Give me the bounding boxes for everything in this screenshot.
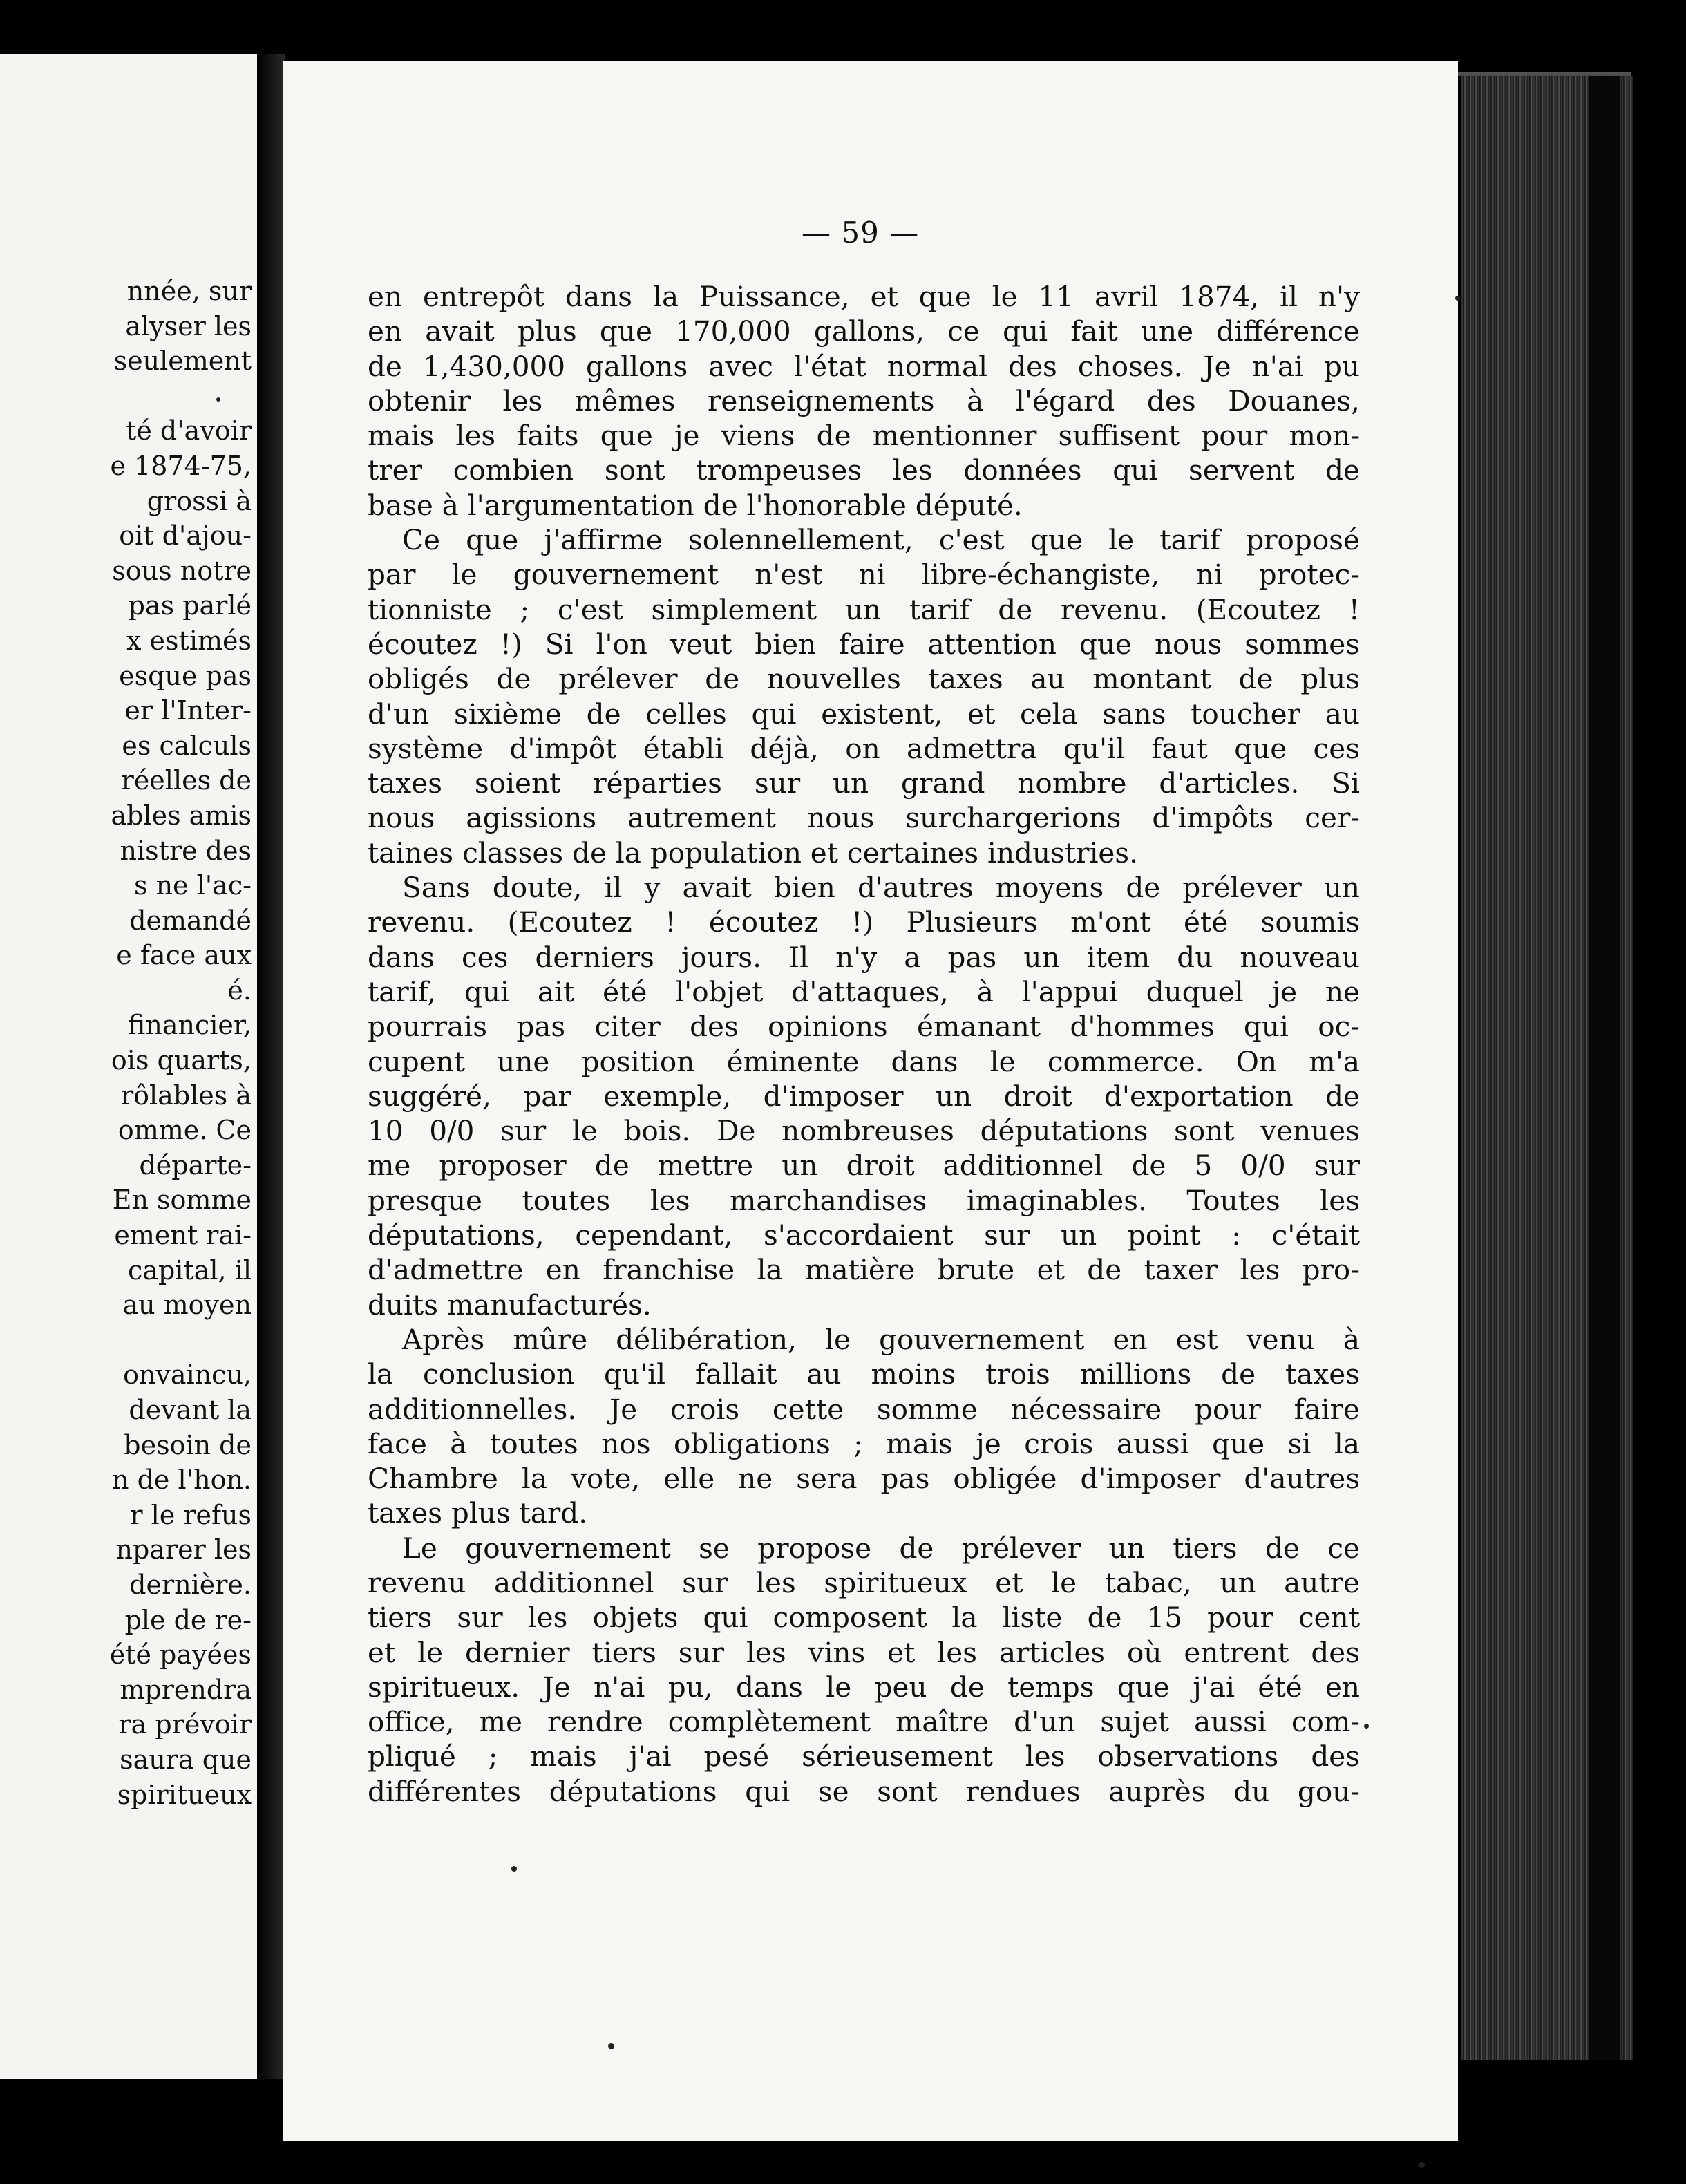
text-line: 10 0/0 sur le bois. De nombreuses députations sont venues [368,1114,1360,1148]
text-line: mais les faits que je viens de mentionner suffisent pour mon- [368,419,1360,453]
left-text-line: été payées [109,1639,252,1670]
left-text-line: départe- [139,1149,252,1180]
left-text-line: onvaincu, [123,1359,252,1391]
text-line: additionnelles. Je crois cette somme nécessaire pour faire [368,1392,1360,1426]
left-text-line: esque pas [119,660,252,691]
left-text-line: saura que [120,1744,252,1775]
left-page-fragment [0,54,259,2079]
text-line: tionniste ; c'est simplement un tarif de revenu. (Ecoutez ! [368,592,1360,626]
text-line: Chambre la vote, elle ne sera pas obligée d'imposer d'autres [368,1462,1360,1496]
text-line: revenu additionnel sur les spiritueux et le tabac, un autre [368,1565,1360,1599]
text-line: spiritueux. Je n'ai pu, dans le peu de temps que j'ai été en [368,1670,1360,1704]
left-text-line: nnée, sur [126,276,252,306]
left-text-line: er l'Inter- [124,695,252,726]
text-line: et le dernier tiers sur les vins et les articles où entrent des [368,1635,1360,1669]
left-text-line: n de l'hon. [112,1465,252,1496]
text-line: pourrais pas citer des opinions émanant d'hommes qui oc- [368,1010,1360,1044]
left-page-text [0,274,252,1812]
left-text-line: té d'avoir [126,415,252,446]
text-line: me proposer de mettre un droit additionnel de 5 0/0 sur [368,1149,1360,1183]
left-text-line: devant la [129,1395,252,1425]
left-text-line: r le refus [130,1499,252,1530]
text-line: en avait plus que 170,000 gallons, ce qui fait une différence [368,314,1360,348]
left-text-line: au moyen [122,1290,252,1321]
left-text-line: ra prévoir [118,1709,252,1740]
speck [608,2043,614,2049]
text-line: écoutez !) Si l'on veut bien faire attention que nous sommes [368,627,1360,661]
text-line: tiers sur les objets qui composent la liste de 15 pour cent [368,1601,1360,1635]
text-line: d'admettre en franchise la matière brute et de taxer les pro- [368,1253,1360,1287]
left-text-line: spiritueux [117,1779,252,1810]
left-text-line: capital, il [128,1254,252,1286]
text-line: d'un sixième de celles qui existent, et cela sans toucher au [368,697,1360,731]
left-text-line: dernière. [129,1569,252,1600]
left-text-line: grossi à [146,485,252,516]
left-text-line: e 1874-75, [110,450,252,481]
left-text-line: financier, [128,1010,252,1041]
text-line: taxes plus tard. [368,1496,588,1530]
text-line: trer combien sont trompeuses les données qui servent de [368,453,1360,487]
speck [1364,1724,1369,1729]
text-line: Ce que j'affirme solennellement, c'est que le tarif proposé [402,523,1360,557]
left-text-line: mprendra [120,1674,252,1705]
left-text-line: seulement [113,346,252,377]
left-text-line: besoin de [124,1429,252,1460]
text-line: suggéré, par exemple, d'imposer un droit d'exportation de [368,1079,1360,1113]
text-line: cupent une position éminente dans le commerce. On m'a [368,1044,1360,1078]
text-line: Après mûre délibération, le gouvernement en est venu à [402,1322,1360,1356]
book-gutter [257,54,285,2079]
left-text-line: x estimés [126,625,252,656]
speck [1455,296,1460,301]
text-line: nous agissions autrement nous surchargerions d'impôts cer- [368,801,1360,835]
left-text-line: omme. Ce [117,1115,252,1146]
speck [216,397,220,402]
left-text-line: réelles de [121,765,252,796]
left-text-line: é. [227,975,252,1006]
left-text-line: ple de re- [124,1604,252,1635]
text-line: obligés de prélever de nouvelles taxes au montant de plus [368,662,1360,696]
text-line: face à toutes nos obligations ; mais je crois aussi que si la [368,1427,1360,1460]
text-line: de 1,430,000 gallons avec l'état normal des choses. Je n'ai pu [368,349,1360,383]
left-text-line: alyser les [125,310,252,341]
text-line: Le gouvernement se propose de prélever un tiers de ce [402,1531,1360,1565]
text-line: Sans doute, il y avait bien d'autres moyens de prélever un [402,871,1360,905]
text-line: dans ces derniers jours. Il n'y a pas un item du nouveau [368,940,1360,974]
text-line: députations, cependant, s'accordaient sur un point : c'était [368,1218,1360,1252]
text-line: duits manufacturés. [368,1288,652,1321]
body-text [368,279,1360,1809]
text-line: obtenir les mêmes renseignements à l'égard des Douanes, [368,384,1360,417]
text-line: base à l'argumentation de l'honorable député. [368,488,1023,522]
text-line: système d'impôt établi déjà, on admettra qu'il faut que ces [368,731,1360,765]
left-text-line: nparer les [115,1534,252,1565]
left-text-line: En somme [112,1185,252,1216]
left-text-line: ables amis [111,800,252,831]
speck [511,1866,517,1872]
left-text-line: ement rai- [114,1220,252,1251]
left-text-line: es calculs [122,730,252,761]
left-text-line: s ne l'ac- [134,870,252,901]
text-line: pliqué ; mais j'ai pesé sérieusement les observations des [368,1740,1360,1773]
left-text-line: sous notre [112,555,252,586]
page-number: — 59 — [802,216,920,250]
text-line: presque toutes les marchandises imaginables. Toutes les [368,1183,1360,1217]
left-text-line: pas parlé [128,590,252,621]
left-text-line [0,1323,252,1358]
left-text-line: e face aux [116,940,252,971]
speck [1419,2162,1425,2168]
text-line: taxes soient réparties sur un grand nombre d'articles. Si [368,766,1360,800]
text-line: revenu. (Ecoutez ! écoutez !) Plusieurs m'ont été soumis [368,905,1360,939]
left-text-line [0,379,252,414]
left-text-line: ois quarts, [111,1045,252,1076]
text-line: par le gouvernement n'est ni libre-échangiste, ni protec- [368,558,1360,592]
text-line: la conclusion qu'il fallait au moins trois millions de taxes [368,1357,1360,1391]
left-text-line: nistre des [120,835,252,866]
text-line: taines classes de la population et certaines industries. [368,836,1139,869]
left-text-line: oit d'ajou- [119,520,252,552]
text-line: différentes députations qui se sont rendues auprès du gou- [368,1774,1360,1808]
left-text-line: demandé [129,905,252,936]
left-text-line: rôlables à [120,1080,252,1111]
text-line: en entrepôt dans la Puissance, et que le 11 avril 1874, il n'y [368,280,1360,313]
text-line: tarif, qui ait été l'objet d'attaques, à l'appui duquel je ne [368,975,1360,1008]
text-line: office, me rendre complètement maître d'un sujet aussi com- [368,1705,1360,1739]
book-cover-edge [1589,76,1620,2060]
